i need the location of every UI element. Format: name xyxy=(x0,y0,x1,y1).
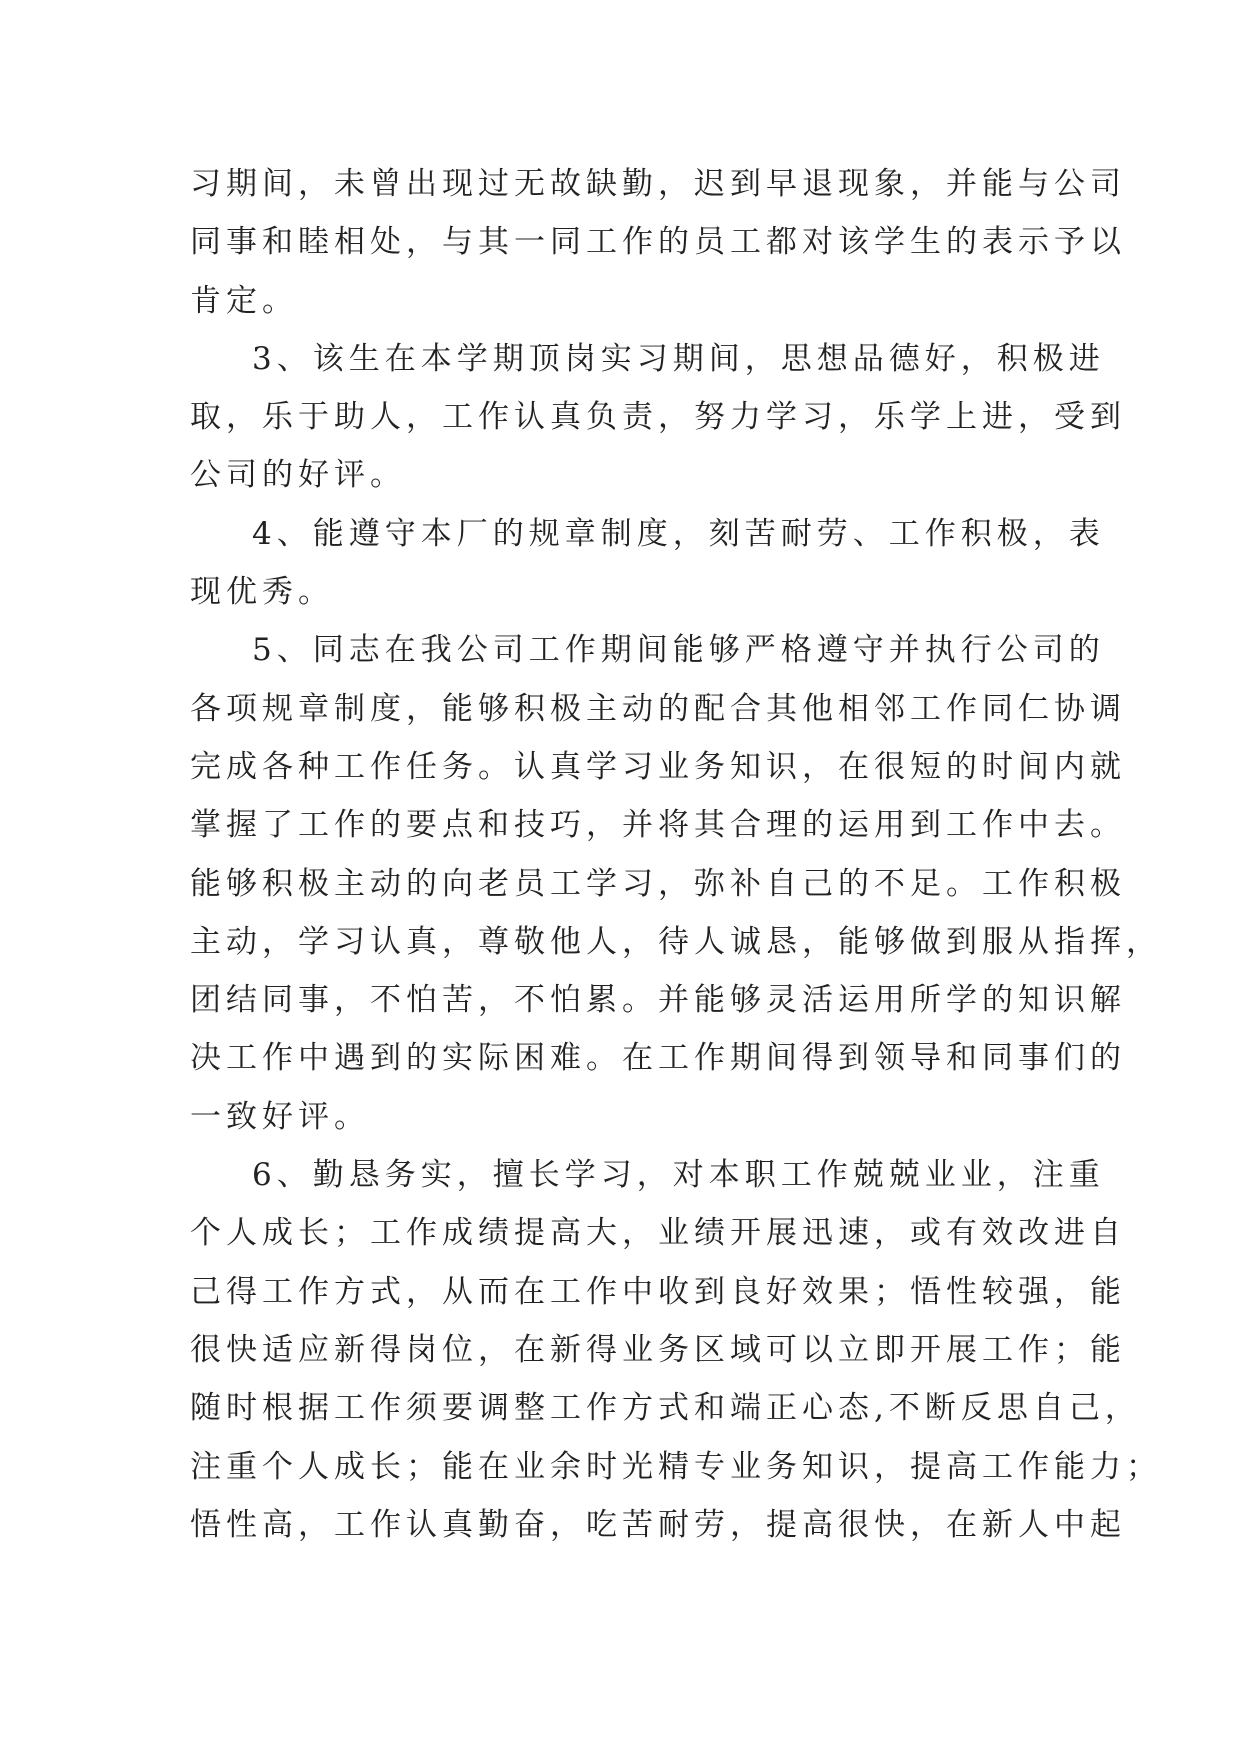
text-line: 6、勤恳务实，擅长学习，对本职工作兢兢业业，注重 xyxy=(252,1157,1105,1194)
text-line: 团结同事，不怕苦，不怕累。并能够灵活运用所学的知识解 xyxy=(190,982,1126,1019)
text-line: 肯定。 xyxy=(190,282,298,319)
text-line: 4、能遵守本厂的规章制度，刻苦耐劳、工作积极，表 xyxy=(252,515,1105,552)
text-line: 随时根据工作须要调整工作方式和端正心态,不断反思自己， xyxy=(190,1390,1141,1427)
text-line: 5、同志在我公司工作期间能够严格遵守并执行公司的 xyxy=(252,632,1105,669)
text-line: 习期间，未曾出现过无故缺勤，迟到早退现象，并能与公司 xyxy=(190,166,1126,202)
text-line: 主动，学习认真，尊敬他人，待人诚恳，能够做到服从指挥， xyxy=(190,923,1162,960)
text-line: 注重个人成长；能在业余时光精专业务知识，提高工作能力； xyxy=(190,1448,1162,1485)
text-line: 很快适应新得岗位，在新得业务区域可以立即开展工作；能 xyxy=(190,1331,1126,1368)
text-line: 完成各种工作任务。认真学习业务知识，在很短的时间内就 xyxy=(190,748,1126,785)
text-line: 取，乐于助人，工作认真负责，努力学习，乐学上进，受到 xyxy=(190,399,1126,436)
text-line: 同事和睦相处，与其一同工作的员工都对该学生的表示予以 xyxy=(190,224,1126,261)
text-line: 3、该生在本学期顶岗实习期间，思想品德好，积极进 xyxy=(252,340,1105,377)
text-line: 一致好评。 xyxy=(190,1098,370,1135)
text-line: 掌握了工作的要点和技巧，并将其合理的运用到工作中去。 xyxy=(190,807,1126,844)
text-line: 能够积极主动的向老员工学习，弥补自己的不足。工作积极 xyxy=(190,865,1126,902)
document-body xyxy=(190,155,1162,1554)
text-line: 决工作中遇到的实际困难。在工作期间得到领导和同事们的 xyxy=(190,1040,1126,1077)
text-line: 各项规章制度，能够积极主动的配合其他相邻工作同仁协调 xyxy=(190,690,1126,727)
text-line: 悟性高，工作认真勤奋，吃苦耐劳，提高很快，在新人中起 xyxy=(190,1506,1126,1543)
text-line: 己得工作方式，从而在工作中收到良好效果；悟性较强，能 xyxy=(190,1273,1126,1310)
text-line: 公司的好评。 xyxy=(190,457,406,494)
text-line: 现优秀。 xyxy=(190,574,334,611)
text-line: 个人成长；工作成绩提高大，业绩开展迅速，或有效改进自 xyxy=(190,1215,1126,1252)
